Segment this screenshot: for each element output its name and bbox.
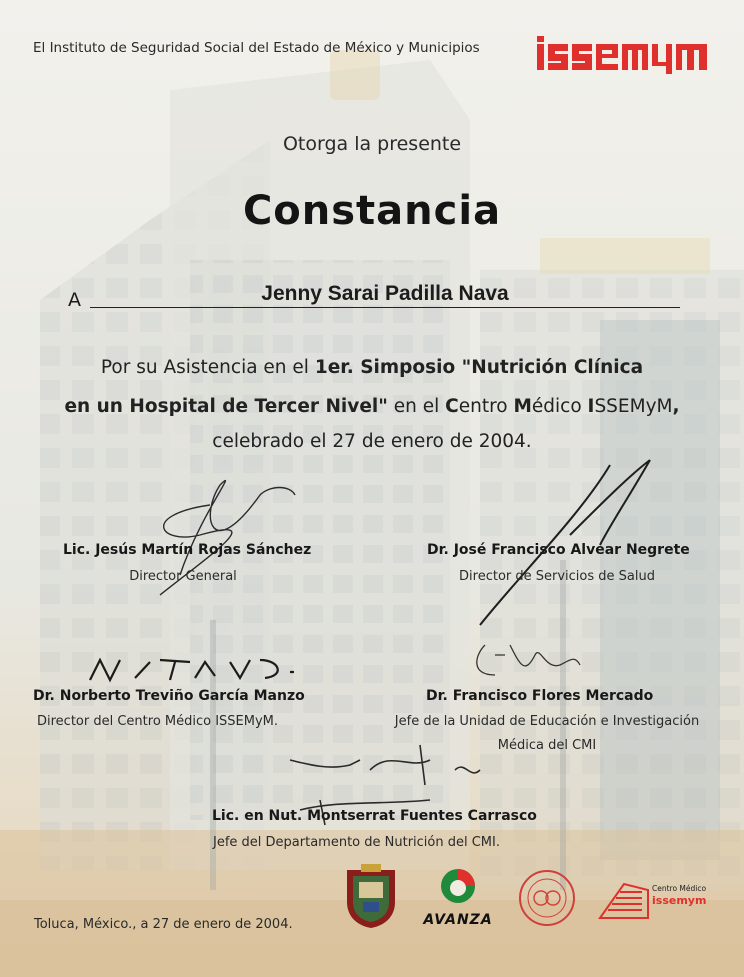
- centro-medico-building-icon: [598, 880, 650, 920]
- signatory-2-role: Director de Servicios de Salud: [459, 569, 655, 584]
- body-text: en el: [387, 396, 446, 417]
- recipient-name: Jenny Sarai Padilla Nava: [261, 282, 509, 305]
- centro-medico-logo: [598, 876, 708, 922]
- recipient-underline: [90, 307, 680, 308]
- initial-m: M: [513, 396, 532, 417]
- issemym-logo: [537, 34, 707, 74]
- event-name-part-1: 1er. Simposio "Nutrición Clínica: [314, 357, 644, 378]
- certificate-title: Constancia: [242, 188, 502, 234]
- avanza-swirl-icon: [412, 866, 504, 906]
- intro-text: Otorga la presente: [282, 133, 462, 155]
- avanza-logo: [412, 866, 504, 926]
- signature-rojas: [120, 455, 310, 615]
- initial-i: I: [587, 396, 595, 417]
- body-text: édico: [531, 396, 588, 417]
- nutrition-seal-icon: [517, 868, 577, 928]
- comma: ,: [672, 396, 680, 417]
- body-line-1-text: Por su Asistencia en el: [100, 357, 315, 378]
- initial-c: C: [445, 396, 459, 417]
- state-coat-of-arms-icon: [343, 862, 399, 930]
- signatory-1-name: Lic. Jesús Martín Rojas Sánchez: [63, 542, 312, 558]
- signatory-5-name: Lic. en Nut. Montserrat Fuentes Carrasco: [212, 808, 537, 824]
- body-text: SSEMyM: [594, 396, 673, 417]
- body-line-2: [0, 396, 744, 417]
- place-and-date: Toluca, México., a 27 de enero de 2004.: [34, 917, 293, 932]
- signatory-5-role: Jefe del Departamento de Nutrición del CMI.: [213, 835, 500, 850]
- signatory-4-role-line-2: Médica del CMI: [497, 738, 597, 753]
- centro-medico-label: Centro Médico: [652, 884, 707, 893]
- event-name-part-2: en un Hospital de Tercer Nivel": [64, 396, 388, 417]
- signatory-3-role: Director del Centro Médico ISSEMyM.: [37, 714, 279, 729]
- signature-flores: [465, 635, 595, 685]
- avanza-wordmark: AVANZA: [423, 912, 493, 928]
- centro-medico-brand: issemym: [652, 894, 707, 907]
- recipient-prefix: A: [68, 289, 81, 311]
- signatory-3-name: Dr. Norberto Treviño García Manzo: [33, 688, 305, 704]
- body-line-3: celebrado el 27 de enero de 2004.: [212, 431, 532, 452]
- signatory-1-role: Director General: [129, 569, 237, 584]
- signatory-4-role: Jefe de la Unidad de Educación e Investigación: [394, 714, 700, 729]
- signatory-2-name: Dr. José Francisco Alvear Negrete: [427, 542, 690, 558]
- body-line-1: [0, 357, 744, 378]
- body-text: entro: [458, 396, 514, 417]
- issuing-institute: El Instituto de Seguridad Social del Estado de México y Municipios: [33, 40, 480, 56]
- signatory-4-name: Dr. Francisco Flores Mercado: [426, 688, 654, 704]
